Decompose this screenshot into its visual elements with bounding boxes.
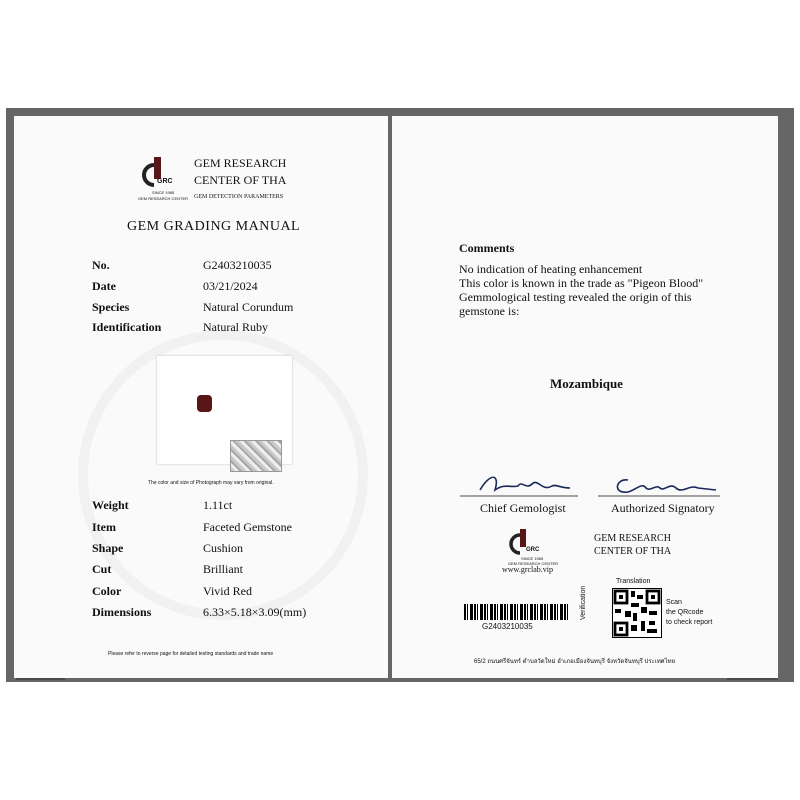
label-species: Species bbox=[92, 300, 130, 314]
page-title: GEM GRADING MANUAL bbox=[127, 219, 301, 234]
qr-instructions bbox=[666, 598, 712, 628]
label-color: Color bbox=[92, 584, 122, 598]
label-dimensions: Dimensions bbox=[92, 605, 152, 619]
label-weight: Weight bbox=[92, 498, 129, 512]
subtitle: GEM DETECTION PARAMETERS bbox=[194, 194, 284, 200]
logo-mark-text-right: GRC bbox=[526, 547, 540, 553]
org-name-line2: CENTER OF THA bbox=[194, 173, 287, 187]
barcode bbox=[464, 604, 568, 620]
label-cut: Cut bbox=[92, 562, 112, 576]
comments-heading: Comments bbox=[459, 241, 515, 255]
comment-line: No indication of heating enhancement bbox=[459, 262, 643, 276]
website: www.grclab.vip bbox=[502, 565, 554, 574]
hologram-sticker bbox=[230, 440, 282, 472]
logo-org-small: GEM RESEARCH CENTER bbox=[138, 196, 189, 201]
photo-note: The color and size of Photograph may vary from original. bbox=[148, 480, 274, 486]
comments-body bbox=[459, 262, 703, 318]
org-name-line1: GEM RESEARCH bbox=[194, 156, 287, 170]
label-date: Date bbox=[92, 279, 116, 293]
value-species: Natural Corundum bbox=[203, 300, 294, 314]
qr-text-line: the QRcode bbox=[666, 609, 704, 616]
qr-heading: Translation bbox=[616, 578, 651, 585]
logo-mark-text: GRC bbox=[157, 178, 173, 185]
label-no: No. bbox=[92, 258, 110, 272]
value-dimensions: 6.33×5.18×3.09(mm) bbox=[203, 605, 307, 619]
authorized-signatory-signature bbox=[598, 468, 722, 502]
logo-org-small-right: GEM RESEARCH CENTER bbox=[508, 561, 559, 566]
comment-line: gemstone is: bbox=[459, 304, 520, 318]
label-identification: Identification bbox=[92, 320, 162, 334]
logo-since-right: SINCE 1985 bbox=[521, 556, 544, 561]
value-item: Faceted Gemstone bbox=[203, 520, 292, 534]
value-shape: Cushion bbox=[203, 541, 244, 555]
value-identification: Natural Ruby bbox=[203, 320, 268, 334]
barcode-number: G2403210035 bbox=[482, 622, 533, 631]
value-weight: 1.11ct bbox=[203, 498, 233, 512]
qr-code-icon[interactable] bbox=[612, 588, 662, 638]
qr-text-line: Scan bbox=[666, 599, 682, 606]
chief-gemologist-signature bbox=[460, 468, 580, 502]
comment-line: This color is known in the trade as "Pigeon Blood" bbox=[459, 276, 704, 290]
qr-side-label: Verification bbox=[580, 585, 587, 620]
org-name-right-line2: CENTER OF THA bbox=[594, 546, 672, 557]
value-date: 03/21/2024 bbox=[203, 279, 258, 293]
address: 65/2 ถนนศรีจันทร์ ตำบลวัดใหม่ อำเภอเมืองจันทบุรี จังหวัดจันทบุรี ประเทศไทย bbox=[474, 659, 676, 665]
origin-country: Mozambique bbox=[550, 376, 623, 391]
value-cut: Brilliant bbox=[203, 562, 243, 576]
left-footer: Please refer to reverse page for detailed testing standards and trade name bbox=[108, 651, 274, 657]
comment-line: Gemmological testing revealed the origin of this bbox=[459, 290, 692, 304]
org-name-right-line1: GEM RESEARCH bbox=[594, 533, 671, 544]
signature-title-2: Authorized Signatory bbox=[611, 501, 715, 515]
ruby-gem-image bbox=[197, 395, 212, 412]
signature-title-1: Chief Gemologist bbox=[480, 501, 566, 515]
label-shape: Shape bbox=[92, 541, 124, 555]
value-color: Vivid Red bbox=[203, 584, 252, 598]
qr-text-line: to check report bbox=[666, 619, 713, 626]
value-no: G2403210035 bbox=[203, 258, 272, 272]
logo-since: SINCE 1985 bbox=[152, 190, 175, 195]
label-item: Item bbox=[92, 520, 116, 534]
